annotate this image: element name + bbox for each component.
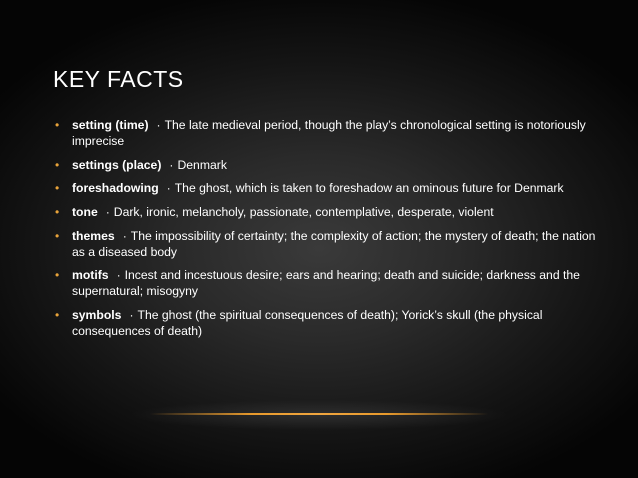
bullet-separator: ·	[129, 308, 134, 323]
bullet-term: themes	[72, 228, 115, 243]
bullet-text: The ghost, which is taken to foreshadow an ominous future for Denmark	[174, 181, 564, 196]
bullet-text: Incest and incestuous desire; ears and hearing; death and suicide; darkness and the supernatural; misogyny	[72, 268, 580, 299]
bullet-term: setting (time)	[72, 118, 149, 132]
floor-glow	[130, 400, 508, 430]
bullet-item-setting-time	[55, 117, 600, 149]
bullet-separator: ·	[156, 118, 161, 132]
accent-line	[150, 413, 488, 415]
bullet-icon: •	[55, 118, 60, 132]
bullet-term: tone	[72, 205, 98, 220]
bullet-icon: •	[55, 181, 60, 196]
bullet-text: The ghost (the spiritual consequences of death); Yorick’s skull (the physical consequences of death)	[72, 308, 543, 339]
bullet-separator: ·	[116, 268, 121, 283]
slide-title: KEY FACTS	[53, 66, 184, 92]
bullet-icon: •	[55, 228, 60, 243]
bullet-separator: ·	[169, 157, 174, 172]
bullet-term: foreshadowing	[72, 181, 159, 196]
bullet-text: Dark, ironic, melancholy, passionate, contemplative, desperate, violent	[113, 205, 494, 220]
bullet-item-foreshadowing	[55, 180, 600, 196]
bullet-separator: ·	[122, 228, 127, 243]
bullet-term: symbols	[72, 308, 122, 323]
bullet-icon: •	[55, 157, 60, 172]
bullet-separator: ·	[166, 181, 171, 196]
bullet-item-tone	[55, 204, 600, 220]
bullet-item-symbols	[55, 307, 600, 339]
bullet-item-themes	[55, 228, 600, 260]
bullet-text: Denmark	[177, 157, 227, 172]
bullet-icon: •	[55, 205, 60, 220]
bullet-text: The impossibility of certainty; the complexity of action; the mystery of death; the nation as a diseased body	[72, 228, 596, 259]
bullet-text: The late medieval period, though the play’s chronological setting is notoriously imprecise	[72, 118, 586, 148]
bullet-icon: •	[55, 268, 60, 283]
bullet-icon: •	[55, 308, 60, 323]
bullet-term: settings (place)	[72, 157, 162, 172]
bullet-separator: ·	[105, 205, 110, 220]
bullet-item-motifs	[55, 267, 600, 299]
bullet-item-settings-place	[55, 157, 600, 173]
bullet-term: motifs	[72, 268, 109, 283]
bullet-list	[55, 117, 600, 347]
